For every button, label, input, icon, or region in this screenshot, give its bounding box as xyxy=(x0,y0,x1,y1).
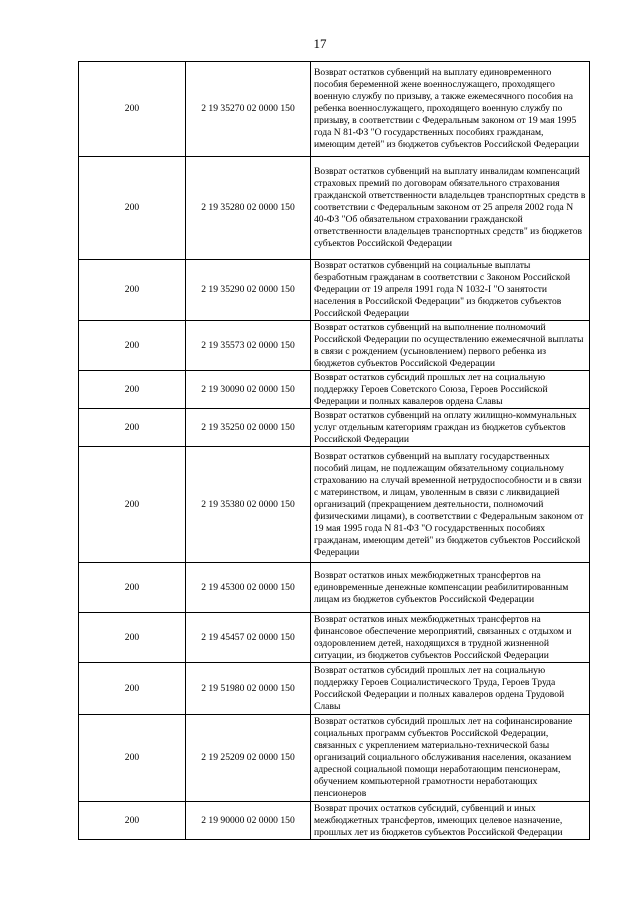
table-row xyxy=(79,260,590,321)
table-row xyxy=(79,157,590,260)
budget-code-cell: 2 19 30090 02 0000 150 xyxy=(186,371,311,409)
description-cell: Возврат остатков иных межбюджетных трансфертов на единовременные денежные компенсации реабилитированным лицам из бюджетов субъектов Российской Федерации xyxy=(311,563,590,613)
admin-code-cell: 200 xyxy=(79,715,186,802)
admin-code-cell: 200 xyxy=(79,409,186,447)
admin-code-cell: 200 xyxy=(79,613,186,663)
admin-code-cell: 200 xyxy=(79,371,186,409)
description-cell: Возврат остатков субвенций на выплату инвалидам компенсаций страховых премий по договорам обязательного страхования гражданской ответственности владельцев транспортных средств в соответствии с Федеральным законом от 25 апреля 2002 года N 40-ФЗ "Об обязательном страховании гражданской ответственности владельцев транспортных средств" из бюджетов субъектов Российской Федерации xyxy=(311,157,590,260)
admin-code-cell: 200 xyxy=(79,447,186,563)
description-cell: Возврат остатков субвенций на выплату единовременного пособия беременной жене военнослужащего, проходящего военную службу по призыву, а также ежемесячного пособия на ребенка военнослужащего, проходящего военную службу по призыву, в соответствии с Федеральным законом от 19 мая 1995 года N 81-ФЗ "О государственных пособиях гражданам, имеющим детей" из бюджетов субъектов Российской Федерации xyxy=(311,62,590,157)
budget-code-cell: 2 19 35280 02 0000 150 xyxy=(186,157,311,260)
budget-code-cell: 2 19 35573 02 0000 150 xyxy=(186,321,311,371)
admin-code-cell: 200 xyxy=(79,802,186,840)
budget-codes-table xyxy=(78,61,590,840)
budget-code-cell: 2 19 35270 02 0000 150 xyxy=(186,62,311,157)
budget-code-cell: 2 19 25209 02 0000 150 xyxy=(186,715,311,802)
budget-code-cell: 2 19 90000 02 0000 150 xyxy=(186,802,311,840)
budget-code-cell: 2 19 35250 02 0000 150 xyxy=(186,409,311,447)
admin-code-cell: 200 xyxy=(79,62,186,157)
table-row xyxy=(79,613,590,663)
table-row xyxy=(79,321,590,371)
description-cell: Возврат остатков субсидий прошлых лет на социальную поддержку Героев Советского Союза, Героев Российской Федерации и полных кавалеров ордена Славы xyxy=(311,371,590,409)
description-cell: Возврат остатков иных межбюджетных трансфертов на финансовое обеспечение мероприятий, связанных с отдыхом и оздоровлением детей, находящихся в трудной жизненной ситуации, из бюджетов субъектов Российской Федерации xyxy=(311,613,590,663)
table-row xyxy=(79,802,590,840)
table-row xyxy=(79,409,590,447)
table-row xyxy=(79,447,590,563)
description-cell: Возврат остатков субвенций на выплату государственных пособий лицам, не подлежащим обязательному социальному страхованию на случай временной нетрудоспособности и в связи с материнством, и лицам, уволенным в связи с ликвидацией организаций (прекращением деятельности, полномочий физическими лицами), в соответствии с Федеральным законом от 19 мая 1995 года N 81-ФЗ "О государственных пособиях гражданам, имеющим детей" из бюджетов субъектов Российской Федерации xyxy=(311,447,590,563)
page-number: 17 xyxy=(313,36,327,51)
admin-code-cell: 200 xyxy=(79,260,186,321)
budget-code-cell: 2 19 51980 02 0000 150 xyxy=(186,663,311,715)
admin-code-cell: 200 xyxy=(79,563,186,613)
table-row xyxy=(79,62,590,157)
budget-code-cell: 2 19 35380 02 0000 150 xyxy=(186,447,311,563)
description-cell: Возврат остатков субвенций на оплату жилищно-коммунальных услуг отдельным категориям граждан из бюджетов субъектов Российской Федерации xyxy=(311,409,590,447)
admin-code-cell: 200 xyxy=(79,663,186,715)
budget-code-cell: 2 19 45300 02 0000 150 xyxy=(186,563,311,613)
description-cell: Возврат остатков субвенций на выполнение полномочий Российской Федерации по осуществлению ежемесячной выплаты в связи с рождением (усыновлением) первого ребенка из бюджетов субъектов Российской Федерации xyxy=(311,321,590,371)
admin-code-cell: 200 xyxy=(79,157,186,260)
admin-code-cell: 200 xyxy=(79,321,186,371)
budget-code-cell: 2 19 35290 02 0000 150 xyxy=(186,260,311,321)
table-row xyxy=(79,563,590,613)
description-cell: Возврат остатков субсидий прошлых лет на социальную поддержку Героев Социалистического Труда, Героев Труда Российской Федерации и полных кавалеров ордена Трудовой Славы xyxy=(311,663,590,715)
budget-code-cell: 2 19 45457 02 0000 150 xyxy=(186,613,311,663)
table-row xyxy=(79,715,590,802)
description-cell: Возврат остатков субвенций на социальные выплаты безработным гражданам в соответствии с Законом Российской Федерации от 19 апреля 1991 года N 1032-I "О занятости населения в Российской Федерации" из бюджетов субъектов Российской Федерации xyxy=(311,260,590,321)
table-row xyxy=(79,663,590,715)
description-cell: Возврат прочих остатков субсидий, субвенций и иных межбюджетных трансфертов, имеющих целевое назначение, прошлых лет из бюджетов субъектов Российской Федерации xyxy=(311,802,590,840)
table-row xyxy=(79,371,590,409)
description-cell: Возврат остатков субсидий прошлых лет на софинансирование социальных программ субъектов Российской Федерации, связанных с укреплением материально-технической базы организаций социального обслуживания населения, оказанием адресной социальной помощи неработающим пенсионерам, обучением компьютерной грамотности неработающих пенсионеров xyxy=(311,715,590,802)
